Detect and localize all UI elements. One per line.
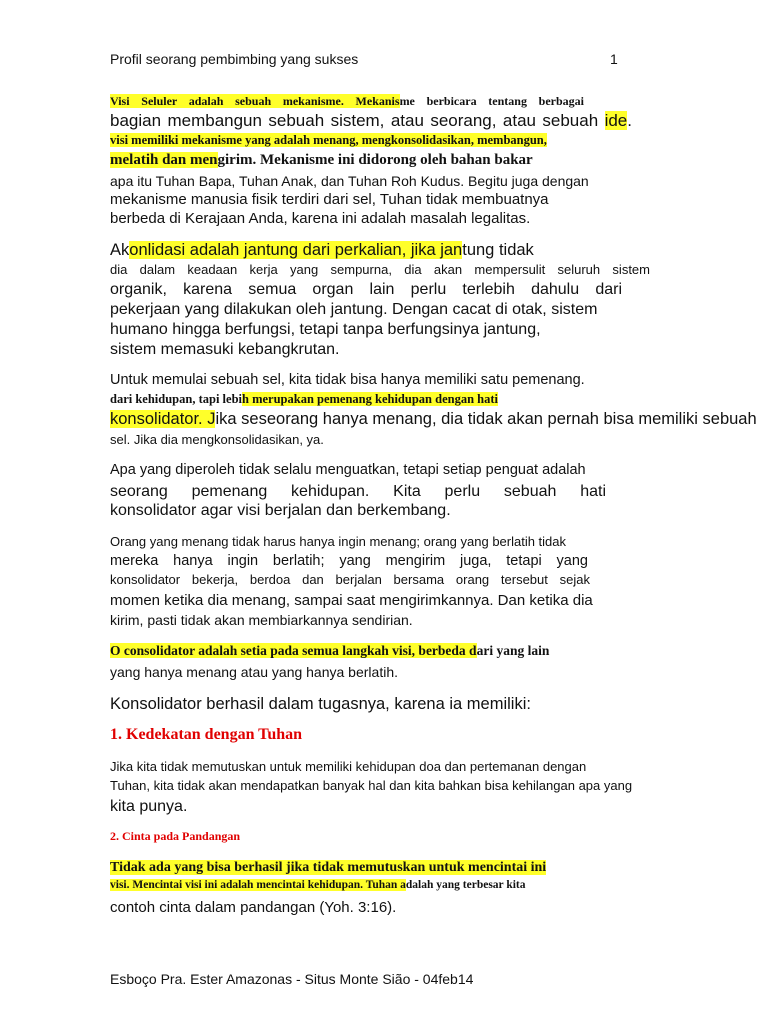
p4-line3: konsolidator agar visi berjalan dan berkembang. xyxy=(110,502,451,519)
highlight: Tidak ada yang bisa berhasil jika tidak memutuskan untuk mencintai ini xyxy=(110,860,547,875)
highlight: O consolidator adalah setia pada semua langkah visi, berbeda d xyxy=(110,643,477,658)
text: ari yang lain xyxy=(476,643,550,658)
p1-line1 xyxy=(110,95,584,107)
p9-line1 xyxy=(110,861,546,875)
p8-line3: kita punya. xyxy=(110,798,188,815)
p2-line2: dia dalam keadaan kerja yang sempurna, dia akan mempersulit seluruh sistem xyxy=(110,262,650,277)
text: dalah yang terbesar kita xyxy=(405,879,526,891)
p1-line6: mekanisme manusia fisik terdiri dari sel, Tuhan tidak membuatnya xyxy=(110,191,549,208)
p9-line2 xyxy=(110,880,526,892)
highlight: onlidasi adalah jantung dari perkalian, jika jan xyxy=(129,241,463,259)
p2-line3: organik, karena semua organ lain perlu terlebih dahulu dari xyxy=(110,281,622,298)
text: tung tidak xyxy=(462,241,534,259)
p7-line: Konsolidator berhasil dalam tugasnya, karena ia memiliki: xyxy=(110,695,531,713)
text: dari kehidupan, tapi lebi xyxy=(110,392,242,406)
p6-line2: yang hanya menang atau yang hanya berlatih. xyxy=(110,664,398,680)
highlight: visi memiliki mekanisme yang adalah menang, mengkonsolidasikan, membangun, xyxy=(110,133,547,147)
highlight: h merupakan pemenang kehidupan dengan hati xyxy=(242,392,498,406)
p5-line5: kirim, pasti tidak akan membiarkannya sendirian. xyxy=(110,612,413,628)
page-header-title: Profil seorang pembimbing yang sukses xyxy=(110,51,359,67)
text: girim. Mekanisme ini didorong oleh bahan bakar xyxy=(217,152,533,168)
p2-line5: humano hingga berfungsi, tetapi tanpa berfungsinya jantung, xyxy=(110,321,541,338)
p5-line3: konsolidator bekerja, berdoa dan berjalan bersama orang tersebut sejak xyxy=(110,572,590,587)
p3-line2 xyxy=(110,393,498,406)
text: . xyxy=(627,111,632,130)
text: Ak xyxy=(110,241,130,259)
p1-line7: berbeda di Kerajaan Anda, karena ini adalah masalah legalitas. xyxy=(110,210,531,227)
text: ika seseorang hanya menang, dia tidak akan pernah bisa memiliki sebuah xyxy=(215,410,757,428)
p8-line2: Tuhan, kita tidak akan mendapatkan banyak hal dan kita bahkan bisa kehilangan apa yang xyxy=(110,778,633,793)
section-heading-1: 1. Kedekatan dengan Tuhan xyxy=(110,726,303,743)
page-footer: Esboço Pra. Ester Amazonas - Situs Monte Sião - 04feb14 xyxy=(110,971,474,987)
p1-line4 xyxy=(110,153,533,168)
text: me berbicara tentang berbagai xyxy=(399,94,584,108)
p4-line2: seorang pemenang kehidupan. Kita perlu sebuah hati xyxy=(110,483,606,500)
highlight: ide xyxy=(604,111,628,130)
p4-line1: Apa yang diperoleh tidak selalu menguatkan, tetapi setiap penguat adalah xyxy=(110,462,586,478)
p1-line2 xyxy=(110,112,632,129)
p1-line5: apa itu Tuhan Bapa, Tuhan Anak, dan Tuhan Roh Kudus. Begitu juga dengan xyxy=(110,173,589,189)
p3-line4: sel. Jika dia mengkonsolidasikan, ya. xyxy=(110,432,324,447)
p6-line1 xyxy=(110,644,549,658)
p3-line3 xyxy=(110,411,757,428)
page-number: 1 xyxy=(610,51,618,67)
p3-line1: Untuk memulai sebuah sel, kita tidak bisa hanya memiliki satu pemenang. xyxy=(110,372,585,388)
text: bagian membangun sebuah sistem, atau seorang, atau sebuah xyxy=(110,111,605,130)
p1-line3 xyxy=(110,134,547,147)
highlight: konsolidator. J xyxy=(110,410,216,428)
highlight: melatih dan men xyxy=(110,152,218,168)
p2-line4: pekerjaan yang dilakukan oleh jantung. Dengan cacat di otak, sistem xyxy=(110,301,598,318)
p5-line2: mereka hanya ingin berlatih; yang mengirim juga, tetapi yang xyxy=(110,553,588,569)
section-heading-2: 2. Cinta pada Pandangan xyxy=(110,829,241,843)
p5-line1: Orang yang menang tidak harus hanya ingin menang; orang yang berlatih tidak xyxy=(110,534,567,549)
p2-line1 xyxy=(110,242,534,259)
p8-line1: Jika kita tidak memutuskan untuk memiliki kehidupan doa dan pertemanan dengan xyxy=(110,759,587,774)
highlight: visi. Mencintai visi ini adalah mencintai kehidupan. Tuhan a xyxy=(110,879,406,891)
highlight: Visi Seluler adalah sebuah mekanisme. Mekanis xyxy=(110,94,400,108)
p2-line6: sistem memasuki kebangkrutan. xyxy=(110,341,340,358)
p9-line3: contoh cinta dalam pandangan (Yoh. 3:16). xyxy=(110,899,397,916)
p5-line4: momen ketika dia menang, sampai saat mengirimkannya. Dan ketika dia xyxy=(110,592,593,609)
